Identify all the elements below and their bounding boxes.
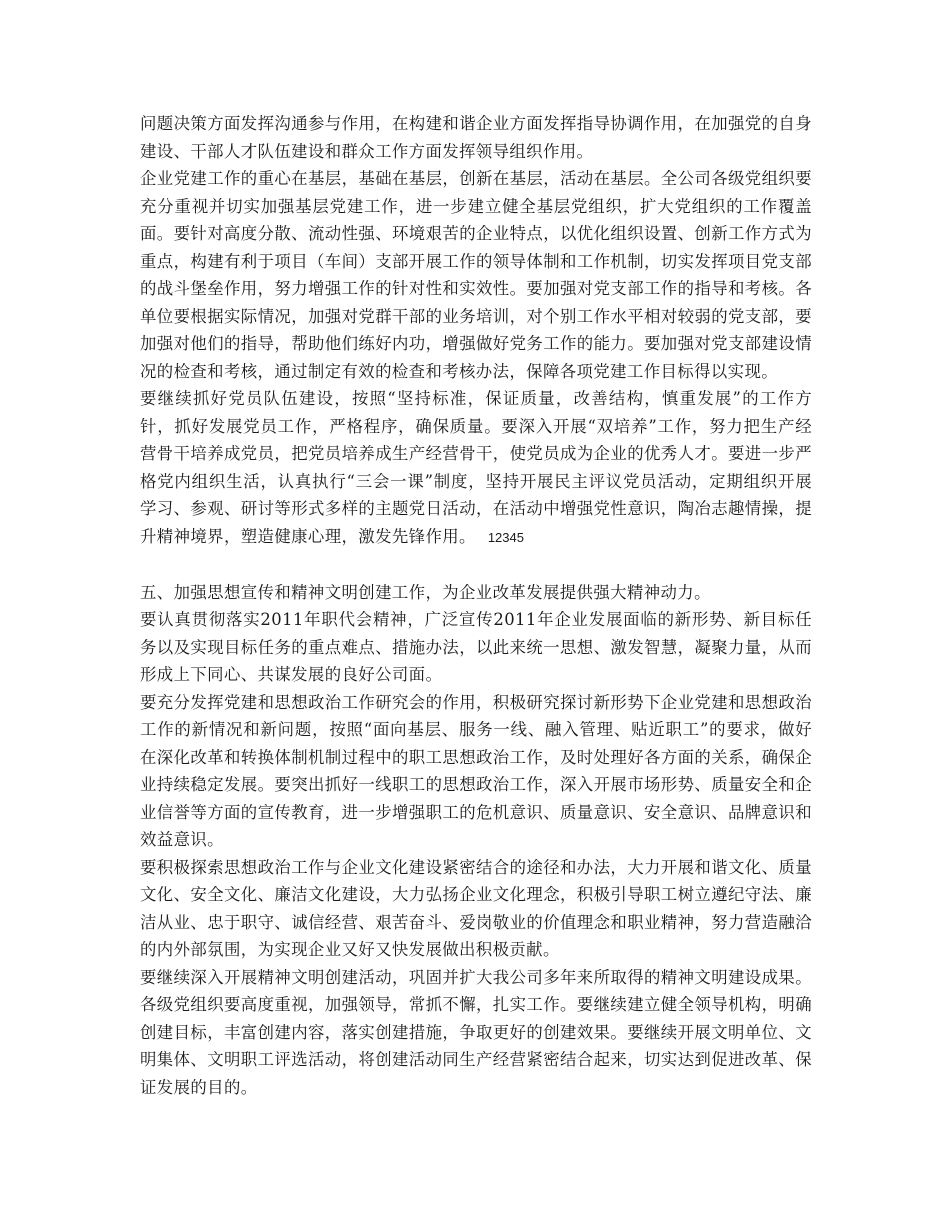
paragraph: 要充分发挥党建和思想政治工作研究会的作用，积极研究探讨新形势下企业党建和思想政治工作的新情况和新问题，按照“面向基层、服务一线、融入管理、贴近职工”的要求，做好在深化改革和转换体制机制过程中的职工思想政治工作，及时处理好各方面的关系，确保企业持续稳定发展。要突出抓好一线职工的思想政治工作，深入开展市场形势、质量安全和企业信誉等方面的宣传教育，进一步增强职工的危机意识、质量意识、安全意识、品牌意识和效益意识。 <box>140 692 812 849</box>
paragraph-text: 要继续抓好党员队伍建设，按照“坚持标准，保证质量，改善结构，慎重发展”的工作方针，抓好发展党员工作，严格程序，确保质量。要深入开展“双培养”工作，努力把生产经营骨干培养成党员，把党员培养成生产经营骨干，使党员成为企业的优秀人才。要进一步严格党内组织生活，认真执行“三会一课”制度，坚持开展民主评议党员活动，定期组织开展学习、参观、研讨等形式多样的主题党日活动，在活动中增强党性意识，陶冶志趣情操，提升精神境界，塑造健康心理，激发先锋作用。 <box>140 389 812 546</box>
paragraph: 问题决策方面发挥沟通参与作用，在构建和谐企业方面发挥指导协调作用，在加强党的自身建设、干部人才队伍建设和群众工作方面发挥领导组织作用。 <box>140 114 812 161</box>
paragraph: 要继续深入开展精神文明创建活动，巩固并扩大我公司多年来所取得的精神文明建设成果。各级党组织要高度重视，加强领导，常抓不懈，扎实工作。要继续建立健全领导机构，明确创建目标，丰富创建内容，落实创建措施，争取更好的创建效果。要继续开展文明单位、文明集体、文明职工评选活动，将创建活动同生产经营紧密结合起来，切实达到促进改革、保证发展的目的。 <box>140 967 812 1097</box>
section-heading: 五、加强思想宣传和精神文明创建工作，为企业改革发展提供强大精神动力。 <box>140 582 711 602</box>
paragraph: 要认真贯彻落实2011年职代会精神，广泛宣传2011年企业发展面临的新形势、新目标任务以及实现目标任务的重点难点、措施办法，以此来统一思想、激发智慧，凝聚力量，从而形成上下同心、共谋发展的良好公司面。 <box>140 610 812 684</box>
paragraph: 企业党建工作的重心在基层，基础在基层，创新在基层，活动在基层。全公司各级党组织要充分重视并切实加强基层党建工作，进一步建立健全基层党组织，扩大党组织的工作覆盖面。要针对高度分散、流动性强、环境艰苦的企业特点，以优化组织设置、创新工作方式为重点，构建有利于项目（车间）支部开展工作的领导体制和工作机制，切实发挥项目党支部的战斗堡垒作用，努力增强工作的针对性和实效性。要加强对党支部工作的指导和考核。各单位要根据实际情况，加强对党群干部的业务培训，对个别工作水平相对较弱的党支部，要加强对他们的指导，帮助他们练好内功，增强做好党务工作的能力。要加强对党支部建设情况的检查和考核，通过制定有效的检查和考核办法，保障各项党建工作目标得以实现。 <box>140 169 812 381</box>
paragraph: 要积极探索思想政治工作与企业文化建设紧密结合的途径和办法，大力开展和谐文化、质量文化、安全文化、廉洁文化建设，大力弘扬企业文化理念，积极引导职工树立遵纪守法、廉洁从业、忠于职守、诚信经营、艰苦奋斗、爱岗敬业的价值理念和职业精神，努力营造融洽的内外部氛围，为实现企业又好又快发展做出积极贡献。 <box>140 857 812 959</box>
paragraph <box>140 385 812 551</box>
page-marker: 12345 <box>487 529 524 545</box>
section-gap <box>140 551 812 579</box>
document-page <box>140 110 812 1101</box>
